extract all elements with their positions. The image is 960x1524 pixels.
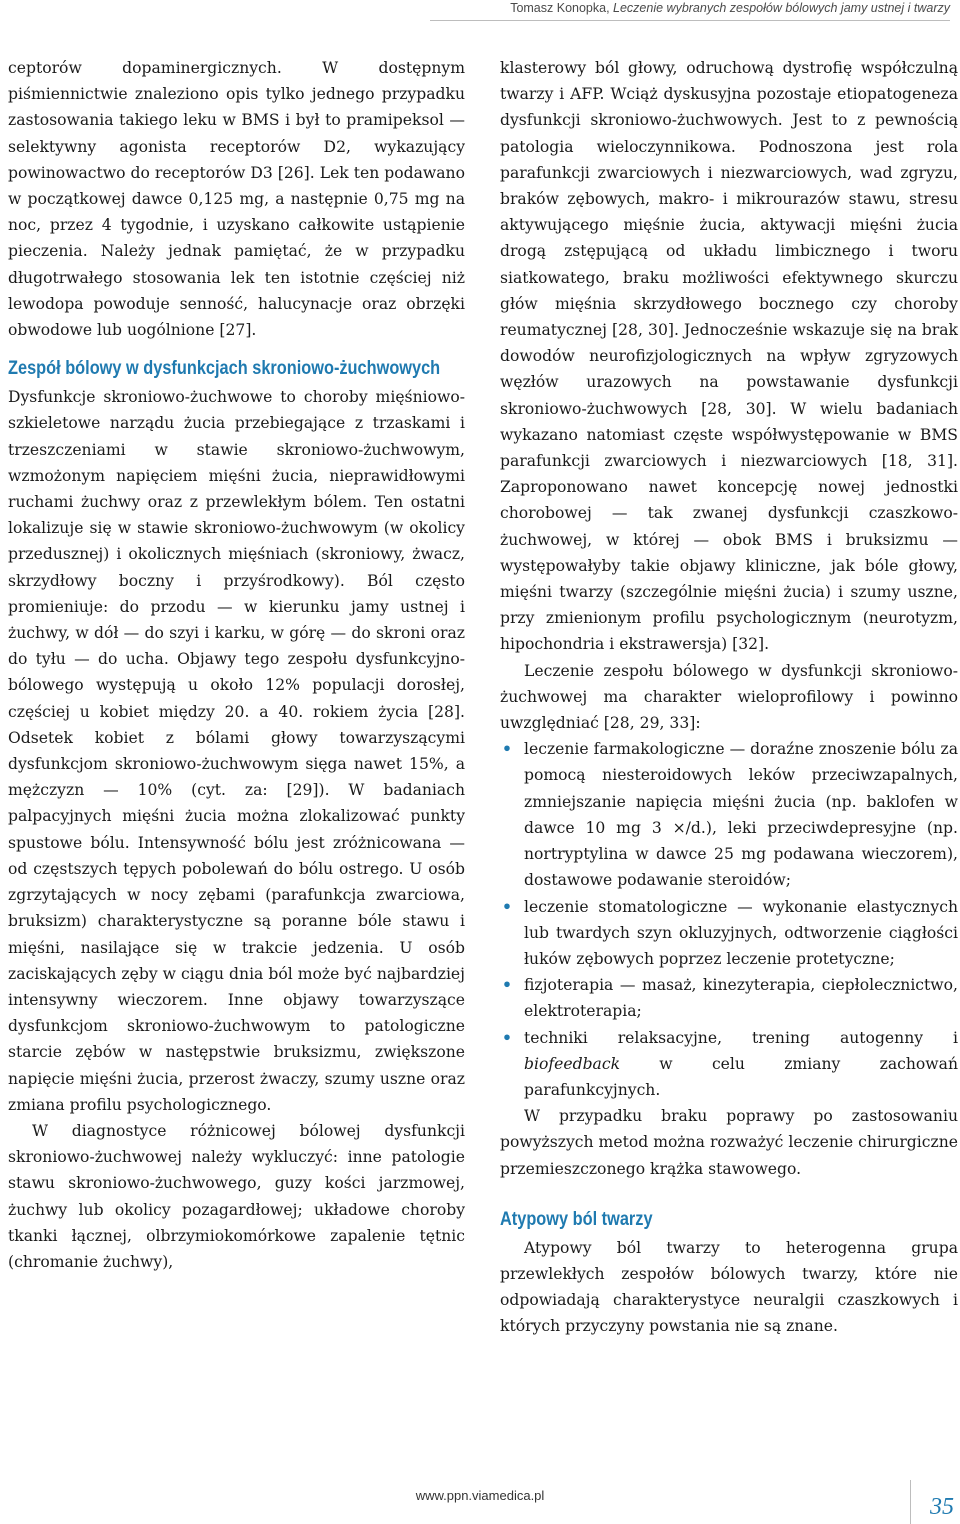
right-paragraph-1: klasterowy ból głowy, odruchową dystrofię współczulną twarzy i AFP. Wciąż dyskusyjna pozostaje etiopatogeneza dysfunkcji skroniowo-żuchwowych. Jest to z pewnością patologia wieloczynnikowa. Podnoszona jest rola parafunkcji zwarciowych i niezwarciowych, wad zgryzu, braków zębowych, makro- i mikrourazów stawu, stresu aktywującego mięśnie żucia, aktywacji mięśni żucia drogą zstępującą od układu limbicznego i tworu siatkowatego, braku możliwości efektywnego skurczu głów mięśnia skrzydłowego bocznego czy choroby reumatycznej [28, 30]. Jednocześnie wskazuje się na brak dowodów neurofizjologicznych na wpływ zgryzowych węzłów urazowych na powstawanie dysfunkcji skroniowo-żuchwowych [28, 30]. W wielu badaniach wykazano natomiast częste współwystępowanie w BMS parafunkcji zwarciowych i niezwarciowych [18, 31]. Zaproponowano nawet koncepcję nowej jednostki chorobowej — tak zwanej dysfunkcji czaszkowo-żuchwowej, w której — obok BMS i bruksizmu — występowałyby takie objawy kliniczne, jak bóle głowy, mięśni twarzy (szczególnie mięśni żucia) i szumy uszne, przy zmienionym profilu psychologicznym (neurotyzm, hipochondria i ekstrawersja) [32]. [500, 59, 958, 654]
footer-divider [910, 1480, 911, 1524]
list-item [502, 1025, 958, 1104]
list-item-text-end: w celu zmiany zachowań parafunkcyjnych. [524, 1054, 958, 1099]
list-item [502, 736, 958, 893]
list-item-text: leczenie farmakologiczne — doraźne znoszenie bólu za pomocą niesteroidowych leków przeciwzapalnych, zmniejszanie napięcia mięśni żucia (np. baklofen w dawce 10 mg 3 ×/d.), leki przeciwdepresyjne (np. nortryptylina w dawce 25 mg podawana wieczorem), dostawowe podawanie steroidów; [524, 740, 958, 890]
right-column [500, 55, 958, 1340]
left-paragraph-3: W diagnostyce różnicowej bólowej dysfunkcji skroniowo-żuchwowej należy wykluczyć: inne patologie stawu skroniowo-żuchwowego, guzy kości jarzmowej, żuchwy lub okolicy pozagardłowej; układowe choroby tkanki łącznej, olbrzymiokomórkowe zapalenie tętnic (chromanie żuchwy), [8, 1121, 465, 1271]
header-author: Tomasz Konopka, [510, 1, 610, 15]
left-paragraph-2: Dysfunkcje skroniowo-żuchwowe to choroby mięśniowo-szkieletowe narządu żucia przebiegające z trzaskami i trzeszczeniami w stawie skroniowo-żuchwowym, wzmożonym napięciem mięśni żucia, nieprawidłowymi ruchami żuchwy oraz z przewlekłym bólem. Ten ostatni lokalizuje się w stawie skroniowo-żuchwowym (w okolicy przedusznej) i okolicznych mięśniach (skroniowy, żwacz, skrzydłowy boczny i przyśrodkowy). Ból często promieniuje: do przodu — w kierunku jamy ustnej i żuchwy, w dół — do szyi i karku, w górę — do skroni oraz do tyłu — do ucha. Objawy tego zespołu dysfunkcyjno-bólowego występują u około 12% populacji dorosłej, częściej u kobiet między 20. a 40. rokiem życia [28]. Odsetek kobiet z bólami głowy towarzyszącymi dysfunkcjom skroniowo-żuchwowym sięga nawet 15%, a mężczyzn — 10% (cyt. za: [29]). W badaniach palpacyjnych mięśni żucia można zlokalizować punkty spustowe bólu. Intensywność bólu jest zróżnicowana — od częstszych tępych pobolewań do bólu ostrego. U osób zgrzytających w nocy zębami (parafunkcja zwarciowa, bruksizm) charakterystyczne są poranne bóle stawu i mięśni, nasilające się w trakcie jedzenia. U osób zaciskających zęby w ciągu dnia ból może być najbardziej intensywny wieczorem. Inne objawy towarzyszące dysfunkcjom skroniowo-żuchwowym to patologiczne starcie zębów w następstwie bruksizmu, zwiększone napięcie mięśni żucia, przerost żwaczy, szumy uszne oraz zmiana profilu psychologicznego. [8, 388, 465, 1114]
header-title: Leczenie wybranych zespołów bólowych jamy ustnej i twarzy [613, 1, 950, 15]
bullet-icon: • [502, 896, 512, 916]
list-item [502, 894, 958, 973]
right-paragraph-3: W przypadku braku poprawy po zastosowaniu powyższych metod można rozważyć leczenie chirurgiczne przemieszczonego krążka stawowego. [500, 1107, 958, 1178]
bullet-icon: • [502, 739, 512, 759]
section-heading-tmj: Zespół bólowy w dysfunkcjach skroniowo-żuchwowych [8, 358, 441, 380]
right-paragraph-2: Leczenie zespołu bólowego w dysfunkcji skroniowo-żuchwowej ma charakter wieloprofilowy i powinno uwzględniać [28, 29, 33]: [500, 661, 958, 733]
running-header [430, 0, 950, 21]
footer-url: www.ppn.viamedica.pl [415, 1488, 545, 1503]
treatment-list [500, 736, 958, 1103]
list-item-text: leczenie stomatologiczne — wykonanie elastycznych lub twardych szyn okluzyjnych, odtworzenie ciągłości łuków zębowych poprzez leczenie protetyczne; [524, 897, 958, 968]
list-item-text: fizjoterapia — masaż, kinezyterapia, ciepłolecznictwo, elektroterapia; [524, 976, 958, 1021]
right-paragraph-4: Atypowy ból twarzy to heterogenna grupa przewlekłych zespołów bólowych twarzy, które nie odpowiadają charakterystyce neuralgii czaszkowych i których przyczyny powstania nie są znane. [500, 1238, 958, 1336]
bullet-icon: • [502, 1027, 512, 1047]
list-item-text-start: techniki relaksacyjne, trening autogenny i [524, 1028, 958, 1047]
list-item-italic-term: biofeedback [524, 1054, 621, 1073]
left-paragraph-1: ceptorów dopaminergicznych. W dostępnym piśmiennictwie znaleziono opis tylko jednego przypadku zastosowania takiego leku w BMS i był to pramipeksol — selektywny agonista receptorów D2, wykazujący powinowactwo do receptorów D3 [26]. Lek ten podawano w początkowej dawce 0,125 mg, a następnie 0,75 mg na noc, przez 4 tygodnie, i uzyskano całkowite ustąpienie pieczenia. Należy jednak pamiętać, że w przypadku długotrwałego stosowania lek ten istotnie częściej niż lewodopa powoduje senność, halucynacje oraz obrzęki obwodowe lub uogólnione [27]. [8, 59, 465, 340]
list-item [502, 972, 958, 1024]
left-column [8, 55, 465, 1275]
page-number: 35 [930, 1494, 954, 1520]
bullet-icon: • [502, 975, 512, 995]
section-heading-atypical: Atypowy ból twarzy [500, 1208, 653, 1230]
